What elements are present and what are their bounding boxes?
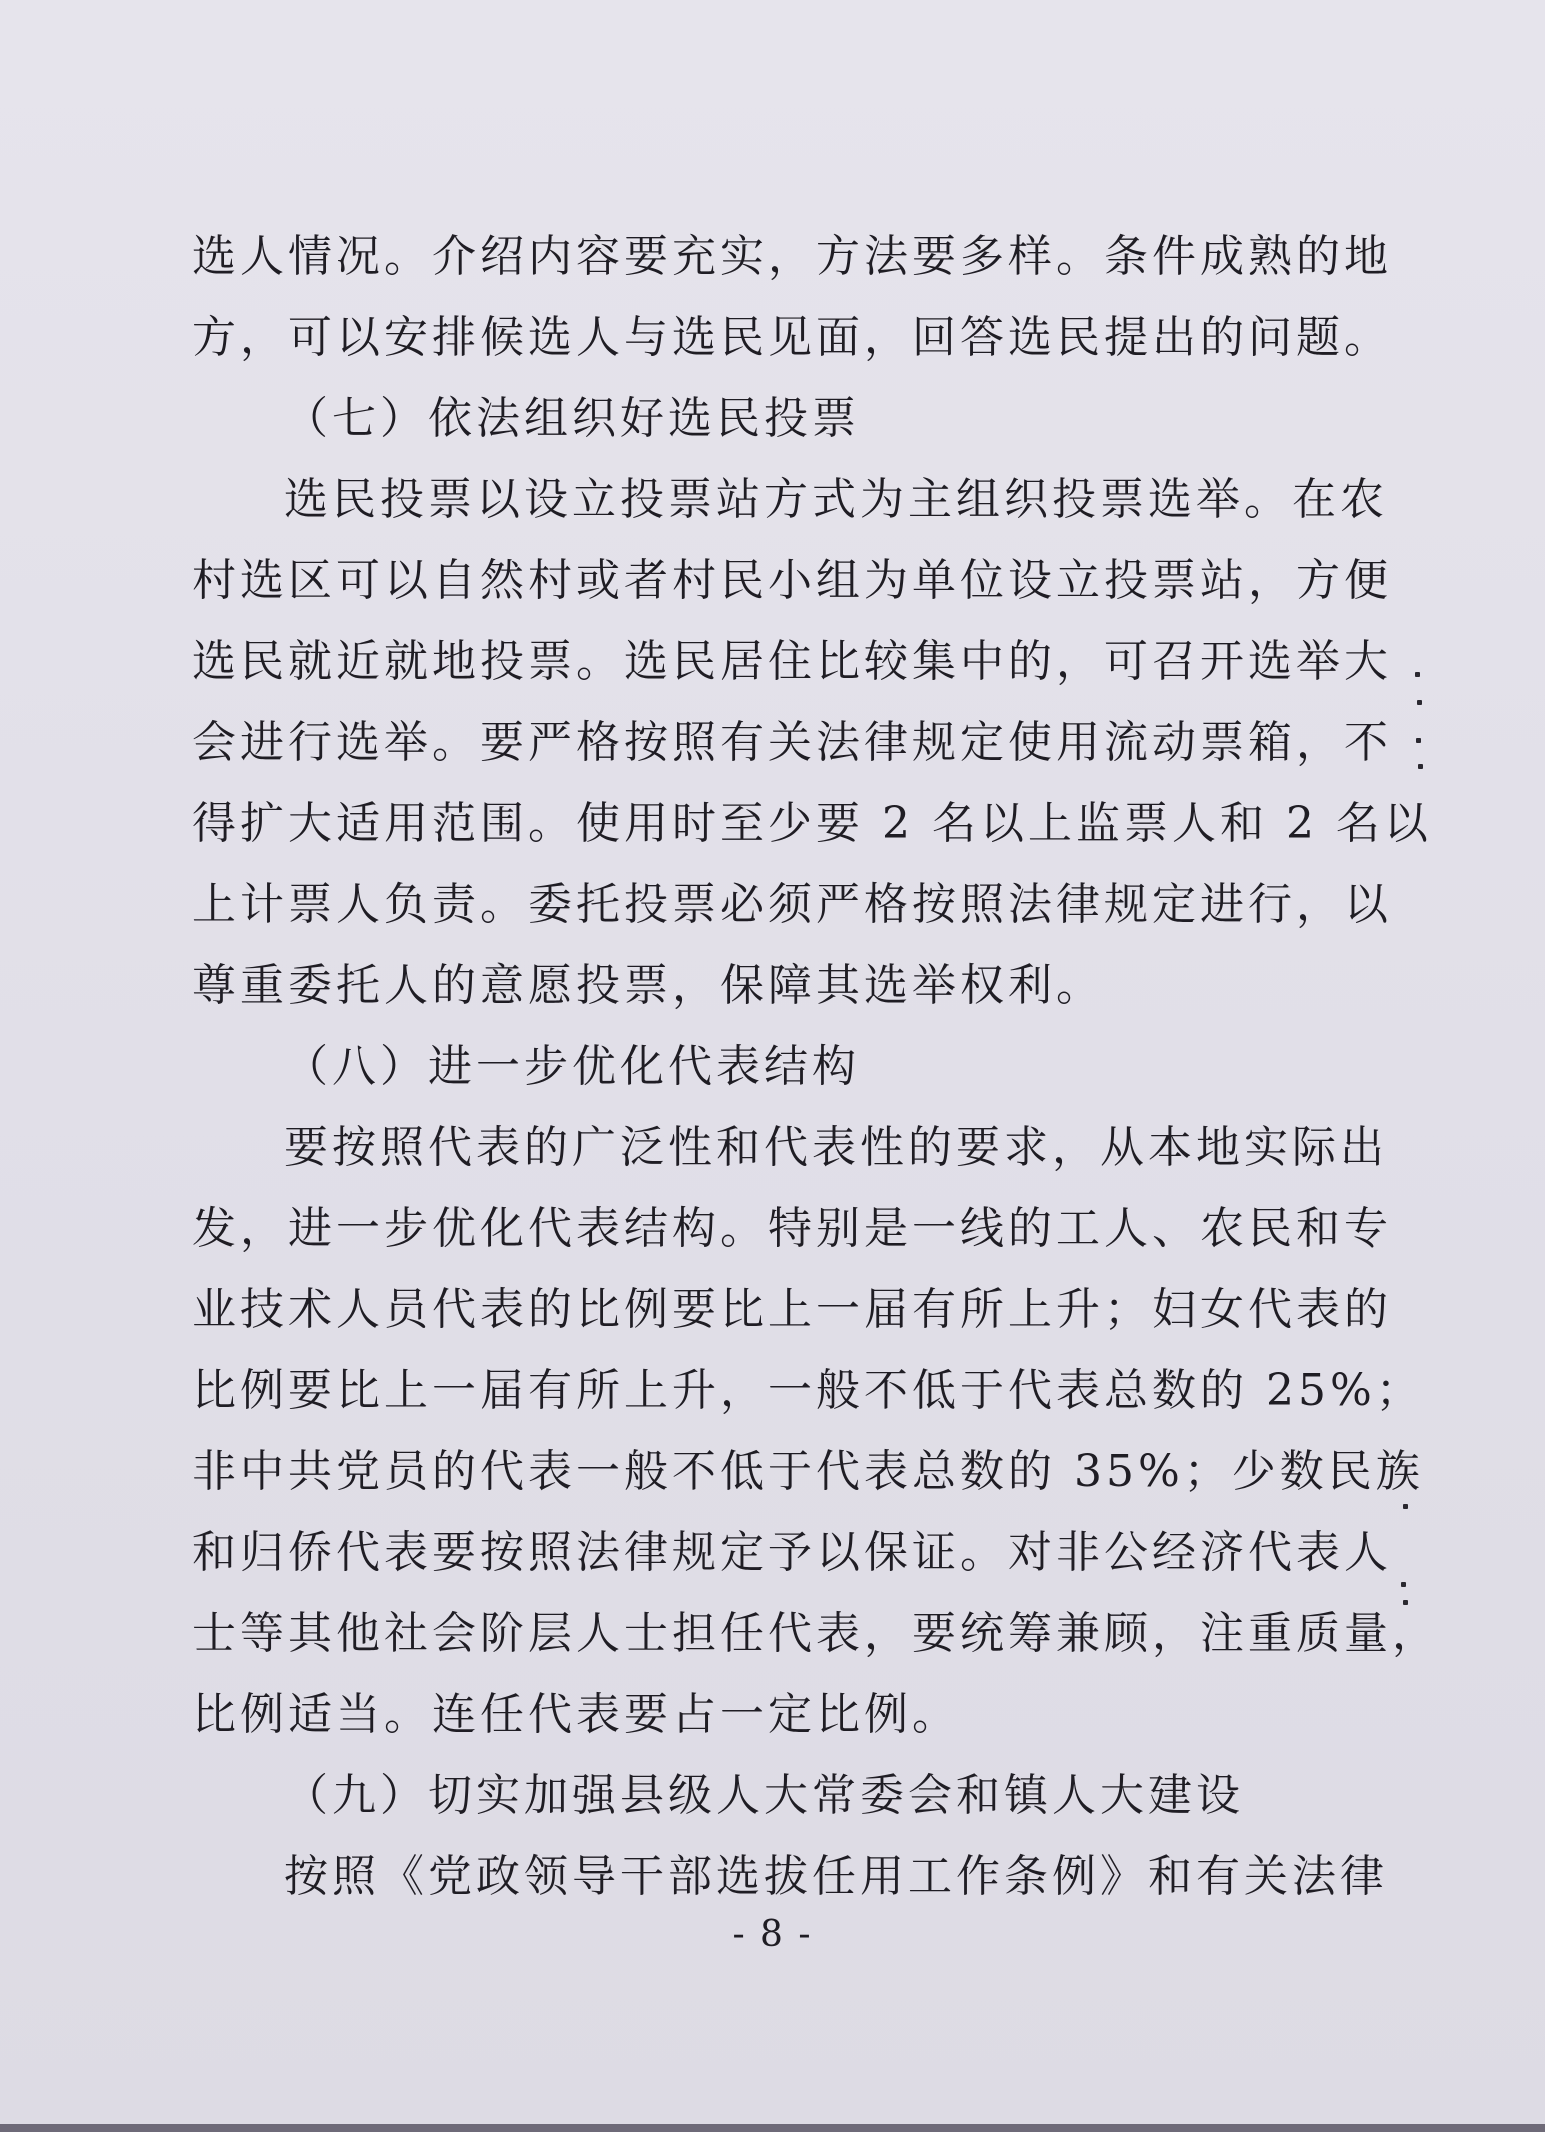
paragraph-line: 比例要比上一届有所上升，一般不低于代表总数的 25%；	[192, 1365, 1424, 1416]
punch-mark	[1415, 672, 1420, 677]
paragraph-line: 会进行选举。要严格按照有关法律规定使用流动票箱，不	[192, 717, 1392, 768]
paragraph-line: 士等其他社会阶层人士担任代表，要统筹兼顾，注重质量，	[192, 1608, 1440, 1659]
paragraph-line: 发，进一步优化代表结构。特别是一线的工人、农民和专	[192, 1203, 1392, 1254]
paragraph-line: 非中共党员的代表一般不低于代表总数的 35%；少数民族	[192, 1446, 1424, 1497]
section-heading: （七）依法组织好选民投票	[284, 393, 860, 444]
punch-mark	[1403, 1600, 1408, 1605]
paragraph-line: 方，可以安排候选人与选民见面，回答选民提出的问题。	[192, 312, 1392, 363]
paragraph-line: 要按照代表的广泛性和代表性的要求，从本地实际出	[284, 1122, 1388, 1173]
paragraph-line: 比例适当。连任代表要占一定比例。	[192, 1689, 960, 1740]
punch-mark	[1417, 700, 1422, 705]
section-heading: （九）切实加强县级人大常委会和镇人大建设	[284, 1770, 1244, 1821]
punch-mark	[1416, 738, 1421, 743]
paragraph-line: 选人情况。介绍内容要充实，方法要多样。条件成熟的地	[192, 231, 1392, 282]
document-body	[192, 216, 1440, 1917]
paragraph-line: 业技术人员代表的比例要比上一届有所上升；妇女代表的	[192, 1284, 1392, 1335]
paragraph-line: 选民投票以设立投票站方式为主组织投票选举。在农	[284, 474, 1388, 525]
paragraph-line: 尊重委托人的意愿投票，保障其选举权利。	[192, 960, 1104, 1011]
paragraph-line: 按照《党政领导干部选拔任用工作条例》和有关法律	[284, 1851, 1388, 1902]
punch-mark	[1403, 1504, 1408, 1509]
punch-mark	[1401, 1582, 1406, 1587]
punch-mark	[1418, 764, 1423, 769]
page-number: - 8 -	[732, 1914, 813, 1955]
paragraph-line: 村选区可以自然村或者村民小组为单位设立投票站，方便	[192, 555, 1392, 606]
paragraph-line: 和归侨代表要按照法律规定予以保证。对非公经济代表人	[192, 1527, 1392, 1578]
paragraph-line: 得扩大适用范围。使用时至少要 2 名以上监票人和 2 名以	[192, 798, 1432, 849]
paragraph-line: 选民就近就地投票。选民居住比较集中的，可召开选举大	[192, 636, 1392, 687]
paragraph-line: 上计票人负责。委托投票必须严格按照法律规定进行，以	[192, 879, 1392, 930]
scan-edge	[0, 2124, 1545, 2132]
section-heading: （八）进一步优化代表结构	[284, 1041, 860, 1092]
